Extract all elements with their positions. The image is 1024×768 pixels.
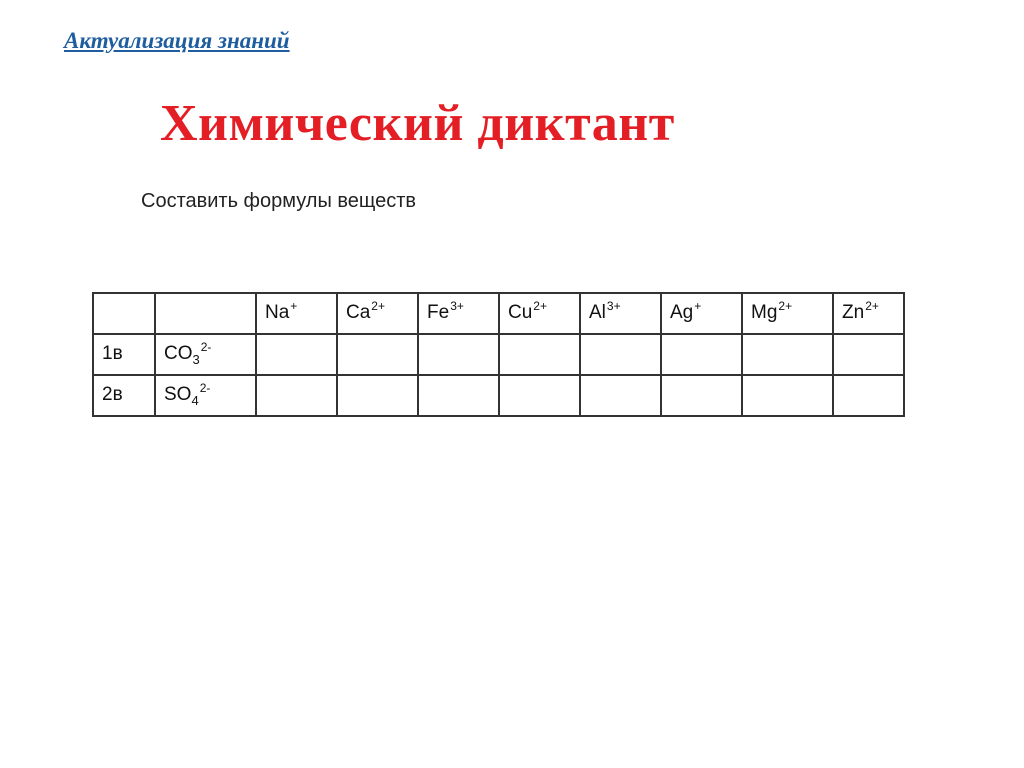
cation-symbol: Zn bbox=[842, 302, 865, 323]
cation-header bbox=[742, 293, 833, 334]
answer-cell[interactable] bbox=[499, 334, 580, 375]
answer-cell[interactable] bbox=[337, 375, 418, 416]
cation-charge: 2+ bbox=[865, 299, 879, 313]
cation-symbol: Ag bbox=[670, 302, 694, 323]
answer-cell[interactable] bbox=[256, 375, 337, 416]
anion-header-cell bbox=[155, 293, 256, 334]
cation-charge: + bbox=[290, 299, 298, 313]
answer-cell[interactable] bbox=[337, 334, 418, 375]
cation-symbol: Ca bbox=[346, 302, 371, 323]
cation-symbol: Fe bbox=[427, 302, 450, 323]
answer-cell[interactable] bbox=[742, 334, 833, 375]
answer-cell[interactable] bbox=[418, 334, 499, 375]
header-link[interactable]: Актуализация знаний bbox=[64, 28, 290, 53]
cation-charge: 2+ bbox=[533, 299, 547, 313]
variant-label: 1в bbox=[93, 334, 155, 375]
cation-header bbox=[418, 293, 499, 334]
task-instruction: Составить формулы веществ bbox=[141, 190, 417, 212]
cation-charge: 2+ bbox=[371, 299, 385, 313]
dictation-table bbox=[92, 292, 905, 417]
cation-charge: 3+ bbox=[450, 299, 464, 313]
cation-header bbox=[833, 293, 904, 334]
answer-cell[interactable] bbox=[256, 334, 337, 375]
answer-cell[interactable] bbox=[661, 375, 742, 416]
table-header-row bbox=[93, 293, 904, 334]
table-row bbox=[93, 375, 904, 416]
anion-subscript: 4 bbox=[191, 393, 199, 408]
anion-base: SO bbox=[164, 384, 192, 405]
cation-header bbox=[499, 293, 580, 334]
anion-charge: 2- bbox=[200, 340, 212, 354]
page-title: Химический диктант bbox=[160, 95, 675, 152]
anion-cell bbox=[155, 375, 256, 416]
answer-cell[interactable] bbox=[499, 375, 580, 416]
table-row bbox=[93, 334, 904, 375]
corner-cell bbox=[93, 293, 155, 334]
cation-symbol: Na bbox=[265, 302, 290, 323]
answer-cell[interactable] bbox=[833, 334, 904, 375]
anion-subscript: 3 bbox=[192, 352, 200, 367]
variant-label: 2в bbox=[93, 375, 155, 416]
answer-cell[interactable] bbox=[418, 375, 499, 416]
cation-symbol: Cu bbox=[508, 302, 533, 323]
cation-header bbox=[580, 293, 661, 334]
cation-charge: 3+ bbox=[606, 299, 621, 313]
answer-cell[interactable] bbox=[580, 334, 661, 375]
anion-charge: 2- bbox=[199, 381, 211, 395]
anion-base: CO bbox=[164, 343, 193, 364]
answer-cell[interactable] bbox=[742, 375, 833, 416]
answer-cell[interactable] bbox=[580, 375, 661, 416]
cation-charge: 2+ bbox=[778, 299, 793, 313]
cation-symbol: Mg bbox=[751, 302, 778, 323]
cation-charge: + bbox=[694, 299, 702, 313]
answer-cell[interactable] bbox=[833, 375, 904, 416]
cation-symbol: Al bbox=[589, 302, 606, 323]
cation-header bbox=[337, 293, 418, 334]
cation-header bbox=[256, 293, 337, 334]
answer-cell[interactable] bbox=[661, 334, 742, 375]
anion-cell bbox=[155, 334, 256, 375]
cation-header bbox=[661, 293, 742, 334]
